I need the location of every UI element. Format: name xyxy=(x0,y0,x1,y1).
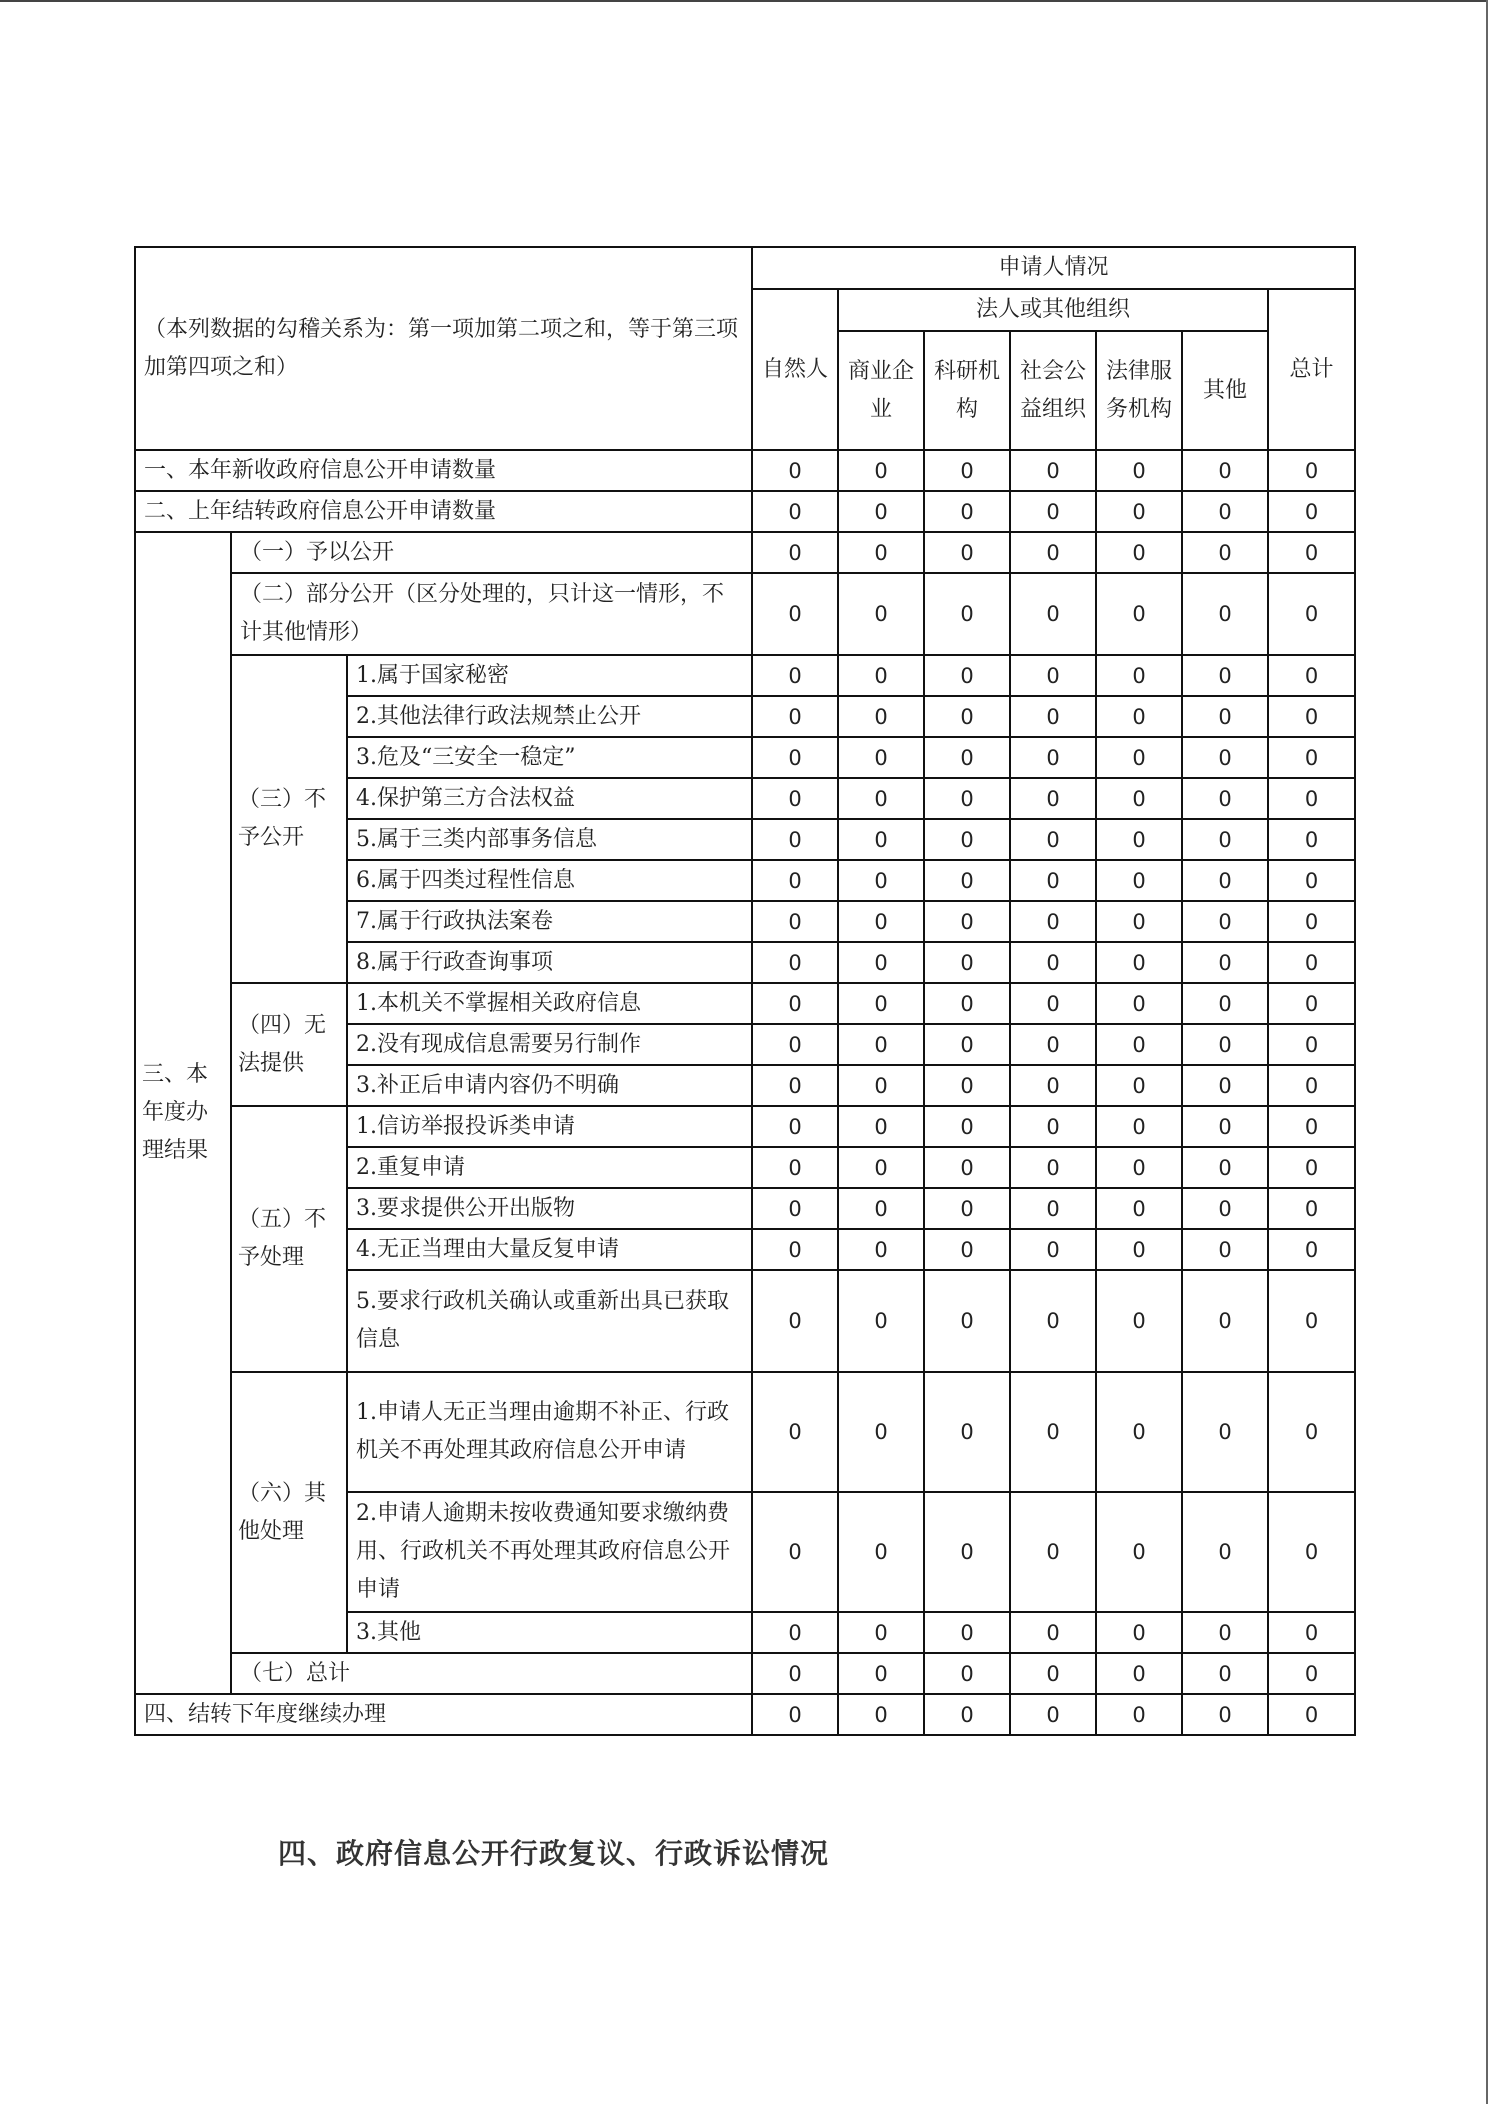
value-cell: 0 xyxy=(838,819,924,860)
value-cell: 0 xyxy=(752,1270,838,1372)
value-cell: 0 xyxy=(838,1270,924,1372)
value-cell: 0 xyxy=(838,1188,924,1229)
group-label-s6: （六）其他处理 xyxy=(231,1372,347,1653)
value-cell: 0 xyxy=(1096,696,1182,737)
value-cell: 0 xyxy=(1096,1653,1182,1694)
value-cell: 0 xyxy=(1182,1024,1268,1065)
value-cell: 0 xyxy=(1096,1372,1182,1492)
value-cell: 0 xyxy=(1096,1024,1182,1065)
value-cell: 0 xyxy=(1010,573,1096,655)
value-cell: 0 xyxy=(838,696,924,737)
value-cell: 0 xyxy=(1010,778,1096,819)
item-label: 2.没有现成信息需要另行制作 xyxy=(347,1024,752,1065)
value-cell: 0 xyxy=(1010,1106,1096,1147)
value-cell: 0 xyxy=(1096,1492,1182,1612)
value-cell: 0 xyxy=(1010,696,1096,737)
value-cell: 0 xyxy=(1268,942,1355,983)
value-cell: 0 xyxy=(838,983,924,1024)
value-cell: 0 xyxy=(1268,1229,1355,1270)
table-row xyxy=(135,450,1355,491)
value-cell: 0 xyxy=(1096,1694,1182,1735)
value-cell: 0 xyxy=(1182,655,1268,696)
item-label: 5.要求行政机关确认或重新出具已获取信息 xyxy=(347,1270,752,1372)
value-cell: 0 xyxy=(1268,532,1355,573)
item-label: 3.要求提供公开出版物 xyxy=(347,1188,752,1229)
value-cell: 0 xyxy=(1182,696,1268,737)
value-cell: 0 xyxy=(1182,1694,1268,1735)
item-label: 4.保护第三方合法权益 xyxy=(347,778,752,819)
value-cell: 0 xyxy=(838,1229,924,1270)
row-label: 一、本年新收政府信息公开申请数量 xyxy=(135,450,752,491)
value-cell: 0 xyxy=(924,1188,1010,1229)
value-cell: 0 xyxy=(1182,573,1268,655)
table-row xyxy=(135,532,1355,573)
item-label: 5.属于三类内部事务信息 xyxy=(347,819,752,860)
value-cell: 0 xyxy=(838,1147,924,1188)
value-cell: 0 xyxy=(1096,901,1182,942)
value-cell: 0 xyxy=(924,901,1010,942)
item-label: 3.补正后申请内容仍不明确 xyxy=(347,1065,752,1106)
value-cell: 0 xyxy=(1182,1270,1268,1372)
value-cell: 0 xyxy=(924,1612,1010,1653)
value-cell: 0 xyxy=(1096,1612,1182,1653)
value-cell: 0 xyxy=(838,655,924,696)
value-cell: 0 xyxy=(1268,901,1355,942)
value-cell: 0 xyxy=(752,1065,838,1106)
value-cell: 0 xyxy=(1268,1372,1355,1492)
value-cell: 0 xyxy=(1096,573,1182,655)
info-disclosure-table xyxy=(134,246,1356,1736)
value-cell: 0 xyxy=(1010,1229,1096,1270)
value-cell: 0 xyxy=(838,901,924,942)
value-cell: 0 xyxy=(838,1372,924,1492)
value-cell: 0 xyxy=(1268,1147,1355,1188)
value-cell: 0 xyxy=(924,1694,1010,1735)
value-cell: 0 xyxy=(838,1065,924,1106)
value-cell: 0 xyxy=(1182,819,1268,860)
value-cell: 0 xyxy=(838,1612,924,1653)
value-cell: 0 xyxy=(1268,1653,1355,1694)
value-cell: 0 xyxy=(924,573,1010,655)
header-social: 社会公益组织 xyxy=(1010,331,1096,450)
table-row xyxy=(135,1694,1355,1735)
table-row xyxy=(135,1653,1355,1694)
value-cell: 0 xyxy=(752,573,838,655)
value-cell: 0 xyxy=(924,1065,1010,1106)
value-cell: 0 xyxy=(1268,1065,1355,1106)
value-cell: 0 xyxy=(1096,655,1182,696)
value-cell: 0 xyxy=(752,983,838,1024)
value-cell: 0 xyxy=(1182,942,1268,983)
table-row xyxy=(135,1106,1355,1147)
value-cell: 0 xyxy=(924,491,1010,532)
value-cell: 0 xyxy=(838,573,924,655)
value-cell: 0 xyxy=(752,1492,838,1612)
value-cell: 0 xyxy=(924,942,1010,983)
value-cell: 0 xyxy=(924,450,1010,491)
value-cell: 0 xyxy=(752,860,838,901)
row-label: （七）总计 xyxy=(231,1653,752,1694)
value-cell: 0 xyxy=(924,1106,1010,1147)
value-cell: 0 xyxy=(838,450,924,491)
value-cell: 0 xyxy=(838,860,924,901)
item-label: 3.危及“三安全一稳定” xyxy=(347,737,752,778)
item-label: 4.无正当理由大量反复申请 xyxy=(347,1229,752,1270)
item-label: 6.属于四类过程性信息 xyxy=(347,860,752,901)
value-cell: 0 xyxy=(752,1612,838,1653)
value-cell: 0 xyxy=(838,491,924,532)
value-cell: 0 xyxy=(1182,1147,1268,1188)
value-cell: 0 xyxy=(1268,1612,1355,1653)
value-cell: 0 xyxy=(1096,1065,1182,1106)
value-cell: 0 xyxy=(1010,1188,1096,1229)
value-cell: 0 xyxy=(1268,778,1355,819)
value-cell: 0 xyxy=(1010,1492,1096,1612)
header-research: 科研机构 xyxy=(924,331,1010,450)
value-cell: 0 xyxy=(1010,1270,1096,1372)
value-cell: 0 xyxy=(1268,983,1355,1024)
value-cell: 0 xyxy=(838,1492,924,1612)
value-cell: 0 xyxy=(752,901,838,942)
value-cell: 0 xyxy=(1096,737,1182,778)
value-cell: 0 xyxy=(1010,942,1096,983)
header-natural-person: 自然人 xyxy=(752,289,838,450)
value-cell: 0 xyxy=(1182,1653,1268,1694)
value-cell: 0 xyxy=(924,1372,1010,1492)
section3-label: 三、本年度办理结果 xyxy=(135,532,231,1694)
value-cell: 0 xyxy=(924,696,1010,737)
value-cell: 0 xyxy=(1096,983,1182,1024)
value-cell: 0 xyxy=(1182,901,1268,942)
value-cell: 0 xyxy=(924,819,1010,860)
value-cell: 0 xyxy=(752,942,838,983)
value-cell: 0 xyxy=(838,532,924,573)
value-cell: 0 xyxy=(1182,1229,1268,1270)
value-cell: 0 xyxy=(752,450,838,491)
value-cell: 0 xyxy=(924,1270,1010,1372)
value-cell: 0 xyxy=(1010,737,1096,778)
table-row xyxy=(135,655,1355,696)
value-cell: 0 xyxy=(752,819,838,860)
row-label: 四、结转下年度继续办理 xyxy=(135,1694,752,1735)
value-cell: 0 xyxy=(1010,450,1096,491)
value-cell: 0 xyxy=(1096,1229,1182,1270)
table-row xyxy=(135,983,1355,1024)
value-cell: 0 xyxy=(752,1229,838,1270)
value-cell: 0 xyxy=(752,491,838,532)
value-cell: 0 xyxy=(752,737,838,778)
value-cell: 0 xyxy=(924,1229,1010,1270)
value-cell: 0 xyxy=(1096,532,1182,573)
value-cell: 0 xyxy=(924,860,1010,901)
item-label: 2.其他法律行政法规禁止公开 xyxy=(347,696,752,737)
value-cell: 0 xyxy=(1268,573,1355,655)
value-cell: 0 xyxy=(924,1024,1010,1065)
value-cell: 0 xyxy=(1268,655,1355,696)
value-cell: 0 xyxy=(752,1106,838,1147)
value-cell: 0 xyxy=(1010,1653,1096,1694)
value-cell: 0 xyxy=(1268,1694,1355,1735)
table-row xyxy=(135,573,1355,655)
value-cell: 0 xyxy=(838,1024,924,1065)
value-cell: 0 xyxy=(752,1147,838,1188)
value-cell: 0 xyxy=(1182,1106,1268,1147)
value-cell: 0 xyxy=(752,1653,838,1694)
value-cell: 0 xyxy=(1010,1024,1096,1065)
value-cell: 0 xyxy=(1182,450,1268,491)
section-heading: 四、政府信息公开行政复议、行政诉讼情况 xyxy=(278,1837,830,1870)
group-label-s4: （四）无法提供 xyxy=(231,983,347,1106)
value-cell: 0 xyxy=(1182,983,1268,1024)
value-cell: 0 xyxy=(1096,450,1182,491)
value-cell: 0 xyxy=(1268,819,1355,860)
value-cell: 0 xyxy=(1096,491,1182,532)
header-other: 其他 xyxy=(1182,331,1268,450)
value-cell: 0 xyxy=(1268,1270,1355,1372)
header-legal-service: 法律服务机构 xyxy=(1096,331,1182,450)
value-cell: 0 xyxy=(1268,737,1355,778)
value-cell: 0 xyxy=(924,1653,1010,1694)
value-cell: 0 xyxy=(1096,1188,1182,1229)
item-label: 1.信访举报投诉类申请 xyxy=(347,1106,752,1147)
value-cell: 0 xyxy=(1268,1024,1355,1065)
value-cell: 0 xyxy=(1096,819,1182,860)
value-cell: 0 xyxy=(752,532,838,573)
value-cell: 0 xyxy=(752,655,838,696)
value-cell: 0 xyxy=(752,1694,838,1735)
group-label-s5: （五）不予处理 xyxy=(231,1106,347,1372)
value-cell: 0 xyxy=(1096,778,1182,819)
item-label: 1.申请人无正当理由逾期不补正、行政机关不再处理其政府信息公开申请 xyxy=(347,1372,752,1492)
header-legal-org: 法人或其他组织 xyxy=(838,289,1268,331)
value-cell: 0 xyxy=(752,778,838,819)
value-cell: 0 xyxy=(1096,1106,1182,1147)
value-cell: 0 xyxy=(752,1372,838,1492)
table-note: （本列数据的勾稽关系为：第一项加第二项之和，等于第三项加第四项之和） xyxy=(135,247,752,450)
value-cell: 0 xyxy=(1182,737,1268,778)
value-cell: 0 xyxy=(1182,491,1268,532)
header-total: 总计 xyxy=(1268,289,1355,450)
page-edge-top xyxy=(0,0,1488,2)
header-commercial: 商业企业 xyxy=(838,331,924,450)
value-cell: 0 xyxy=(838,1106,924,1147)
value-cell: 0 xyxy=(1182,1065,1268,1106)
value-cell: 0 xyxy=(1268,860,1355,901)
value-cell: 0 xyxy=(838,737,924,778)
item-label: 7.属于行政执法案卷 xyxy=(347,901,752,942)
value-cell: 0 xyxy=(1268,450,1355,491)
item-label: 2.申请人逾期未按收费通知要求缴纳费用、行政机关不再处理其政府信息公开申请 xyxy=(347,1492,752,1612)
value-cell: 0 xyxy=(1010,1372,1096,1492)
value-cell: 0 xyxy=(924,983,1010,1024)
value-cell: 0 xyxy=(752,1024,838,1065)
value-cell: 0 xyxy=(1182,1188,1268,1229)
value-cell: 0 xyxy=(838,778,924,819)
value-cell: 0 xyxy=(1010,491,1096,532)
value-cell: 0 xyxy=(1010,901,1096,942)
value-cell: 0 xyxy=(1096,1270,1182,1372)
value-cell: 0 xyxy=(1010,532,1096,573)
value-cell: 0 xyxy=(1010,1694,1096,1735)
value-cell: 0 xyxy=(1010,1147,1096,1188)
row-label: （二）部分公开（区分处理的，只计这一情形，不计其他情形） xyxy=(231,573,752,655)
item-label: 1.本机关不掌握相关政府信息 xyxy=(347,983,752,1024)
value-cell: 0 xyxy=(1182,778,1268,819)
value-cell: 0 xyxy=(1182,1492,1268,1612)
header-applicant: 申请人情况 xyxy=(752,247,1355,289)
value-cell: 0 xyxy=(1010,1612,1096,1653)
value-cell: 0 xyxy=(1182,1372,1268,1492)
value-cell: 0 xyxy=(924,532,1010,573)
row-label: （一）予以公开 xyxy=(231,532,752,573)
value-cell: 0 xyxy=(1268,696,1355,737)
value-cell: 0 xyxy=(752,696,838,737)
value-cell: 0 xyxy=(1268,1492,1355,1612)
item-label: 2.重复申请 xyxy=(347,1147,752,1188)
value-cell: 0 xyxy=(1268,1188,1355,1229)
value-cell: 0 xyxy=(838,1694,924,1735)
group-label-s3: （三）不予公开 xyxy=(231,655,347,983)
value-cell: 0 xyxy=(924,1492,1010,1612)
value-cell: 0 xyxy=(1010,1065,1096,1106)
value-cell: 0 xyxy=(1010,819,1096,860)
value-cell: 0 xyxy=(1268,1106,1355,1147)
value-cell: 0 xyxy=(1182,532,1268,573)
value-cell: 0 xyxy=(1010,860,1096,901)
value-cell: 0 xyxy=(1096,942,1182,983)
value-cell: 0 xyxy=(838,1653,924,1694)
item-label: 1.属于国家秘密 xyxy=(347,655,752,696)
table-row xyxy=(135,491,1355,532)
value-cell: 0 xyxy=(1182,860,1268,901)
value-cell: 0 xyxy=(1010,655,1096,696)
item-label: 8.属于行政查询事项 xyxy=(347,942,752,983)
value-cell: 0 xyxy=(1096,1147,1182,1188)
value-cell: 0 xyxy=(924,778,1010,819)
value-cell: 0 xyxy=(838,942,924,983)
value-cell: 0 xyxy=(924,737,1010,778)
value-cell: 0 xyxy=(1182,1612,1268,1653)
value-cell: 0 xyxy=(1268,491,1355,532)
value-cell: 0 xyxy=(924,1147,1010,1188)
item-label: 3.其他 xyxy=(347,1612,752,1653)
table-row xyxy=(135,1372,1355,1492)
value-cell: 0 xyxy=(1096,860,1182,901)
row-label: 二、上年结转政府信息公开申请数量 xyxy=(135,491,752,532)
value-cell: 0 xyxy=(752,1188,838,1229)
value-cell: 0 xyxy=(924,655,1010,696)
value-cell: 0 xyxy=(1010,983,1096,1024)
